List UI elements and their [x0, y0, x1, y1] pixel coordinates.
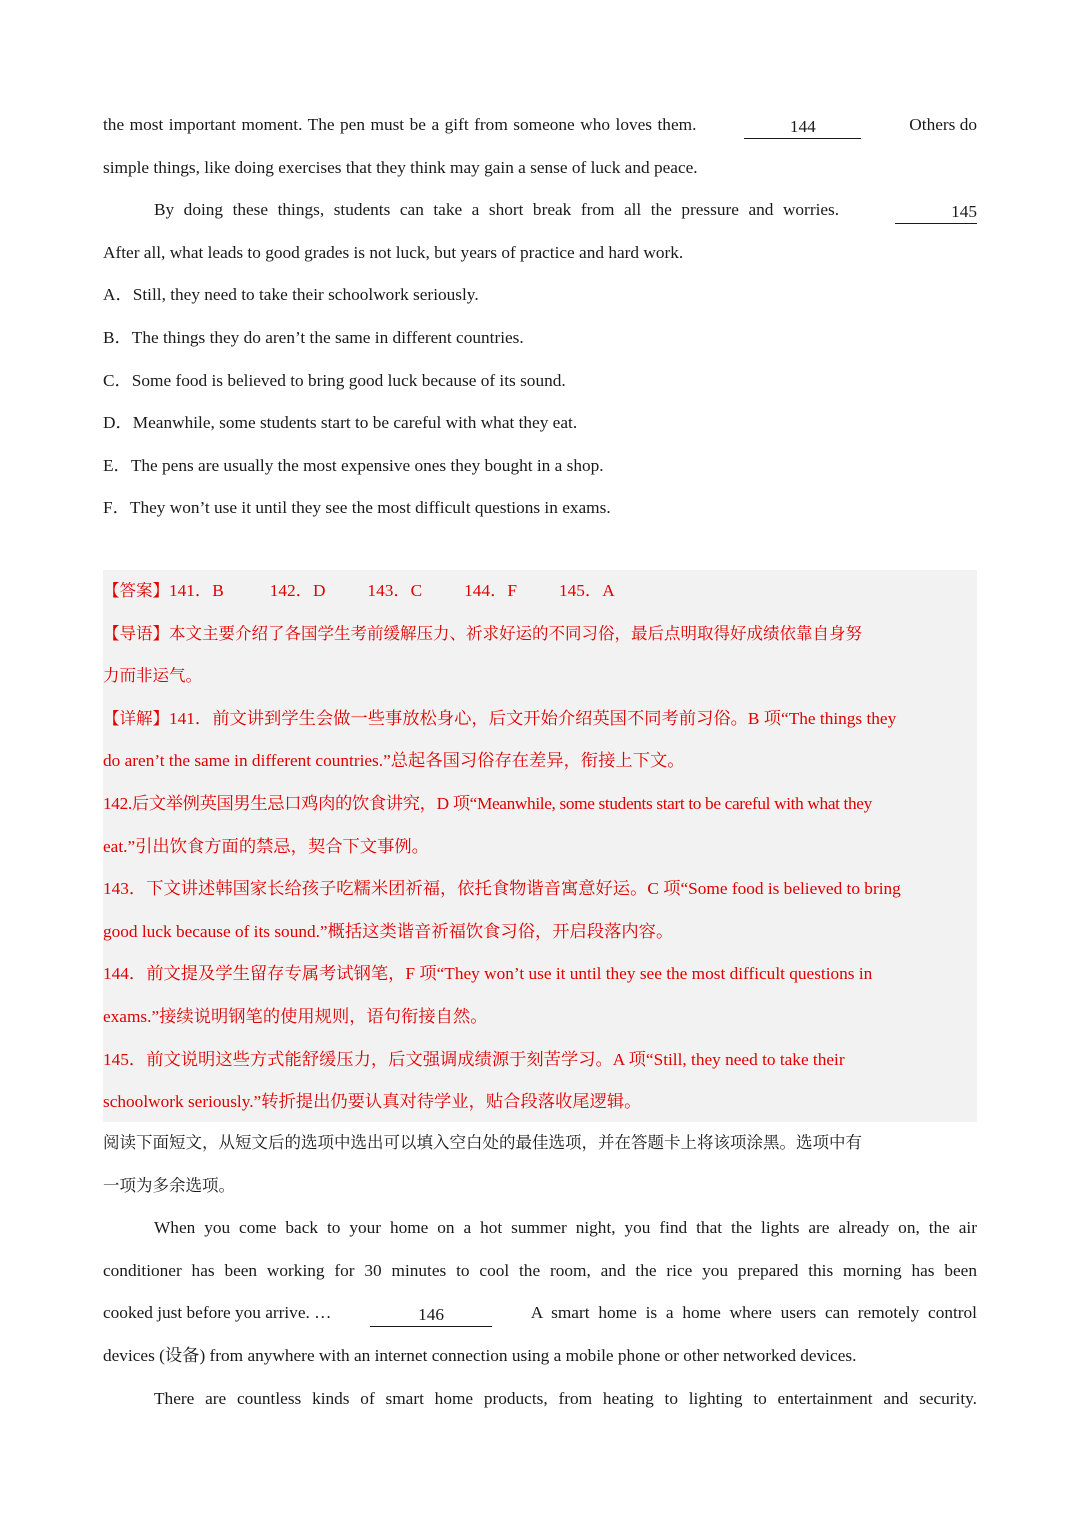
- option-item: A．Still, they need to take their schoolwork seriously.: [103, 285, 479, 305]
- answer-item: 143．C: [367, 581, 423, 600]
- detail-line: exams.”接续说明钢笔的使用规则，语句衔接自然。: [103, 1006, 488, 1026]
- detail-line: schoolwork seriously.”转折提出仍要认真对待学业，贴合段落收尾逻辑。: [103, 1092, 642, 1112]
- option-item: C．Some food is believed to bring good luck because of its sound.: [103, 370, 566, 390]
- detail-line: 142.后文举例英国男生忌口鸡肉的饮食讲究，D 项“Meanwhile, some students start to be careful with what they: [103, 793, 872, 813]
- detail-line: 145．前文说明这些方式能舒缓压力，后文强调成绩源于刻苦学习。A 项“Still, they need to take their: [103, 1049, 845, 1069]
- passage-line: After all, what leads to good grades is not luck, but years of practice and hard work.: [103, 242, 684, 262]
- next-section: [103, 1122, 977, 1420]
- passage-text: the most important moment. The pen must be a gift from someone who loves them.: [103, 115, 697, 134]
- options-list: [103, 274, 977, 530]
- passage-text: A smart home is a home where users can remotely control: [530, 1303, 977, 1323]
- guide-label: 【导语】: [103, 623, 169, 643]
- guide-text: 本文主要介绍了各国学生考前缓解压力、祈求好运的不同习俗，最后点明取得好成绩依靠自身努: [169, 623, 862, 643]
- passage-text: Others do: [909, 115, 977, 134]
- answer-label: 【答案】: [103, 581, 169, 600]
- detail-line: [103, 698, 977, 741]
- answer-item: 141．B: [169, 581, 224, 600]
- option-item: E．The pens are usually the most expensive ones they bought in a shop.: [103, 455, 604, 475]
- answer-line: [103, 570, 977, 613]
- answer-item: 145．A: [558, 581, 615, 600]
- passage-line: devices (设备) from anywhere with an internet connection using a mobile phone or other networked devices.: [103, 1345, 857, 1365]
- option-item: B．The things they do aren’t the same in different countries.: [103, 327, 524, 347]
- passage-line: [103, 104, 977, 147]
- answer-blank: 144: [744, 117, 861, 139]
- passage-line: conditioner has been working for 30 minutes to cool the room, and the rice you prepared this morning has been: [103, 1260, 977, 1280]
- guide-line: [103, 613, 977, 656]
- passage-line: When you come back to your home on a hot summer night, you find that the lights are already on, the air: [154, 1218, 977, 1238]
- instruction-line: 阅读下面短文，从短文后的选项中选出可以填入空白处的最佳选项，并在答题卡上将该项涂黑。选项中有: [103, 1133, 862, 1152]
- detail-line: 143．下文讲述韩国家长给孩子吃糯米团祈福，依托食物谐音寓意好运。C 项“Some food is believed to bring: [103, 879, 901, 899]
- passage-line: simple things, like doing exercises that they think may gain a sense of luck and peace.: [103, 157, 698, 177]
- option-item: D．Meanwhile, some students start to be careful with what they eat.: [103, 413, 578, 433]
- answer-panel: [103, 570, 977, 1124]
- detail-text: 141．前文讲到学生会做一些事放松身心，后文开始介绍英国不同考前习俗。B 项“The things they: [169, 708, 897, 728]
- detail-line: 144．前文提及学生留存专属考试钢笔，F 项“They won’t use it until they see the most difficult questions in: [103, 964, 873, 984]
- option-item: F．They won’t use it until they see the most difficult questions in exams.: [103, 498, 611, 518]
- detail-line: eat.”引出饮食方面的禁忌，契合下文事例。: [103, 836, 429, 856]
- answer-blank: 146: [370, 1305, 492, 1327]
- passage-text: By doing these things, students can take a short break from all the pressure and worries.: [154, 200, 840, 220]
- instruction-line: 一项为多余选项。: [103, 1175, 235, 1195]
- answer-item: 142．D: [269, 581, 326, 600]
- detail-line: do aren’t the same in different countries.”总起各国习俗存在差异，衔接上下文。: [103, 751, 685, 771]
- detail-label: 【详解】: [103, 708, 169, 728]
- passage-line: [103, 189, 977, 232]
- passage-line: [103, 1292, 977, 1335]
- answer-item: 144．F: [464, 581, 517, 600]
- guide-line: 力而非运气。: [103, 666, 202, 686]
- detail-line: good luck because of its sound.”概括这类谐音祈福饮食习俗，开启段落内容。: [103, 921, 674, 941]
- passage-line: There are countless kinds of smart home products, from heating to lighting to entertainment and security.: [154, 1388, 977, 1408]
- passage-top: [103, 104, 977, 530]
- answer-blank: 145: [895, 202, 977, 224]
- passage-text: cooked just before you arrive. …: [103, 1303, 332, 1323]
